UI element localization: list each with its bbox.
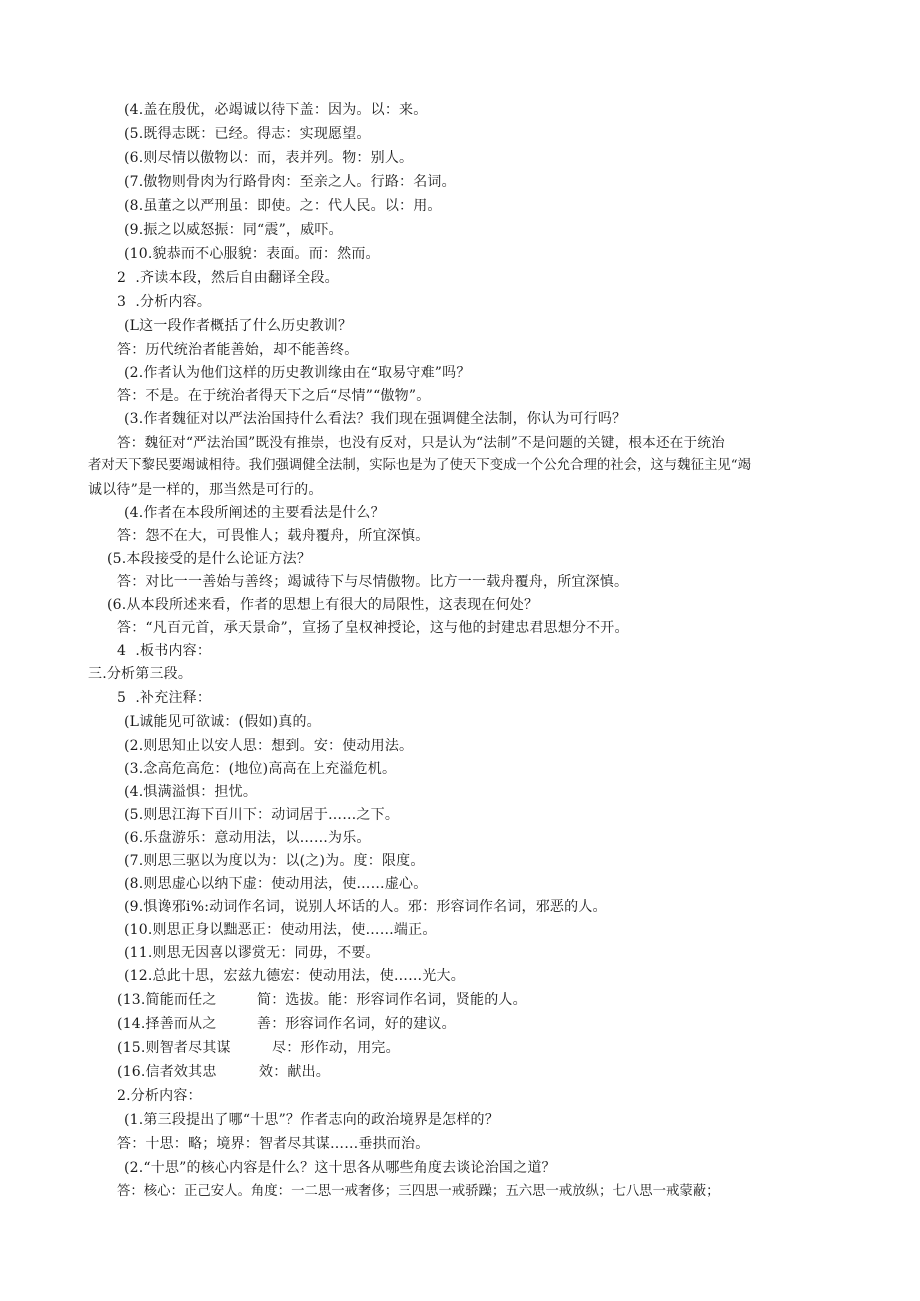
note-term: (15.则智者尽其谋 [117, 1040, 231, 1056]
text-line: (6.从本段所述来看，作者的思想上有很大的局限性，这表现在何处？ [107, 597, 539, 613]
note-term: (16.信者效其忠 [117, 1064, 217, 1080]
text-line: (12.总此十思，宏兹九德宏：使动用法，使……光大。 [124, 968, 465, 984]
text-line: 答：对比一一善始与善终；竭诚待下与尽情傲物。比方一一载舟覆舟，所宜深慎。 [117, 574, 629, 590]
text-line: (3.念高危高危：(地位)高高在上充溢危机。 [124, 761, 397, 777]
text-line: (4.作者在本段所阐述的主要看法是什么？ [124, 505, 385, 521]
text-line: (5.则思江海下百川下：动词居于……之下。 [124, 807, 400, 823]
text-line: (1.第三段提出了哪“十思”？作者志向的政治境界是怎样的？ [124, 1112, 499, 1128]
text-line: (2.作者认为他们这样的历史教训缘由在“取易守难”吗？ [124, 365, 471, 381]
text-line: 答：历代统治者能善始，却不能善终。 [117, 342, 359, 358]
text-line: 答：怨不在大，可畏惟人；载舟覆舟，所宜深慎。 [117, 528, 430, 544]
text-line: 答：魏征对“严法治国”既没有推崇，也没有反对，只是认为“法制”不是问题的关键，根本还在于统治 [117, 435, 725, 451]
note-row [117, 1063, 330, 1081]
text-line: (8.则思虚心以纳下虚：使动用法，使……虚心。 [124, 876, 428, 892]
text-line: 2 .齐读本段，然后自由翻译全段。 [117, 270, 339, 286]
text-line: (11.则思无因喜以谬赏无：同毋，不要。 [124, 945, 380, 961]
text-line: (2.“十思”的核心内容是什么？这十思各从哪些角度去谈论治国之道？ [124, 1160, 556, 1176]
text-line: (6.乐盘游乐：意动用法，以……为乐。 [124, 830, 371, 846]
text-line: (4.惧满溢惧：担忧。 [124, 784, 258, 800]
text-line: (7.傲物则骨肉为行路骨肉：至亲之人。行路：名词。 [124, 174, 456, 190]
section-heading: 三.分析第三段。 [88, 666, 193, 682]
text-line: 答：十思：略；境界：智者尽其谋……垂拱而治。 [117, 1136, 430, 1152]
text-line: 答：不是。在于统治者得天下之后“尽情”“傲物”。 [117, 388, 431, 404]
text-line: (8.虽董之以严刑虽：即使。之：代人民。以：用。 [124, 198, 442, 214]
text-line: 3 .分析内容。 [117, 294, 212, 310]
text-line: (L诚能见可欲诚：(假如)真的。 [124, 714, 321, 730]
text-line: 5 .补充注释： [117, 690, 212, 706]
text-line: (5.既得志既：已经。得志：实现愿望。 [124, 126, 371, 142]
text-line: 者对天下黎民要竭诚相待。我们强调健全法制，实际也是为了使天下变成一个公允合理的社会，这与魏征主见“竭 [88, 458, 751, 473]
note-row [117, 1039, 400, 1057]
text-line: 4 .板书内容： [117, 643, 212, 659]
text-line: (9.振之以威怒振：同“震”，威吓。 [124, 222, 343, 238]
text-line: (10.貌恭而不心服貌：表面。而：然而。 [124, 246, 380, 262]
note-gloss: 简：选拔。能：形容词作名词，贤能的人。 [257, 992, 527, 1008]
note-gloss: 尽：形作动，用完。 [272, 1040, 400, 1056]
note-row [117, 991, 527, 1009]
note-term: (13.简能而任之 [117, 992, 217, 1008]
text-line: (5.本段接受的是什么论证方法？ [107, 551, 312, 567]
text-line: (3.作者魏征对以严法治国持什么看法？我们现在强调健全法制，你认为可行吗？ [124, 411, 627, 427]
text-line: 诚以待”是一样的，那当然是可行的。 [88, 482, 323, 498]
text-line: (4.盖在殷优，必竭诚以待下盖：因为。以：来。 [124, 102, 428, 118]
text-line: 2.分析内容： [117, 1088, 202, 1104]
text-line: (10.则思正身以黜恶正：使动用法，使……端正。 [124, 922, 437, 938]
text-line: (9.惧谗邪i%:动词作名词，说别人坏话的人。邪：形容词作名词，邪恶的人。 [124, 899, 607, 915]
text-line: (6.则尽情以傲物以：而，表并列。物：别人。 [124, 150, 414, 166]
note-term: (14.择善而从之 [117, 1016, 217, 1032]
text-line: (L这一段作者概括了什么历史教训？ [124, 318, 353, 334]
text-line: (7.则思三驱以为度以为：以(之)为。度：限度。 [124, 853, 425, 869]
text-line: (2.则思知止以安人思：想到。安：使动用法。 [124, 738, 414, 754]
note-gloss: 效：献出。 [259, 1064, 330, 1080]
note-row [117, 1015, 456, 1033]
text-line: 答：核心：正己安人。角度：一二思一戒奢侈；三四思一戒骄躁；五六思一戒放纵；七八思一戒蒙蔽； [117, 1184, 720, 1199]
text-line: 答：“凡百元首，承天景命”，宣扬了皇权神授论，这与他的封建忠君思想分不开。 [117, 620, 629, 636]
note-gloss: 善：形容词作名词，好的建议。 [257, 1016, 456, 1032]
